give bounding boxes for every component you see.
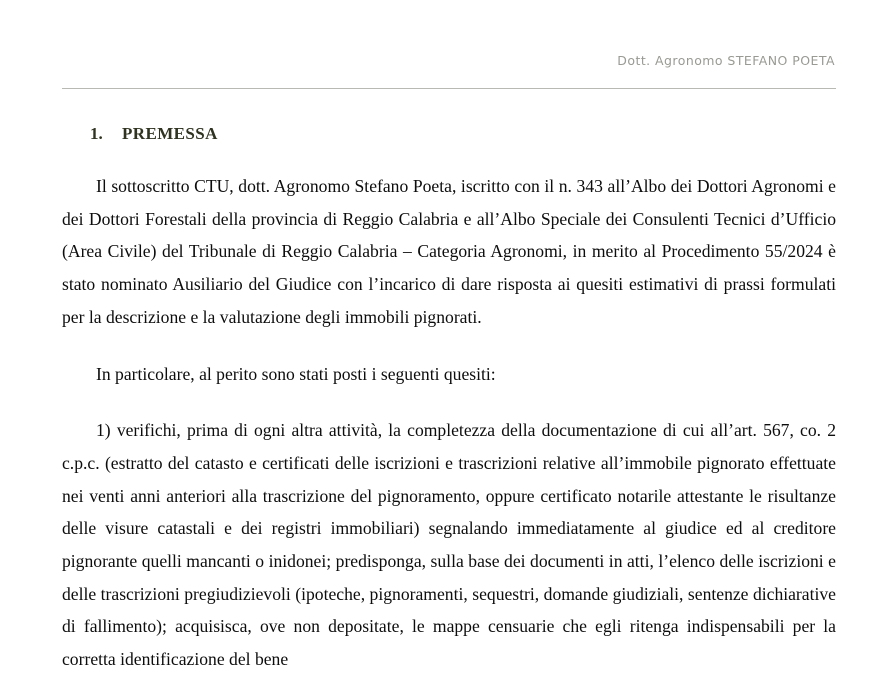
section-title: PREMESSA xyxy=(122,124,218,143)
running-header-text: Dott. Agronomo STEFANO POETA xyxy=(617,53,835,68)
paragraph-quesito-1: 1) verifichi, prima di ogni altra attività, la completezza della documentazione di cui all’art. 567, co. 2 c.p.c. (estratto del catasto e certificati delle iscrizioni e trascrizioni relative all’immobile pignorato effettuate nei venti anni anteriori alla trascrizione del pignoramento, oppure certificato notarile attestante le risultanze delle visure catastali e dei registri immobiliari) segnalando immediatamente al giudice ed al creditore pignorante quelli mancanti o inidonei; predisponga, sulla base dei documenti in atti, l’elenco delle iscrizioni e delle trascrizioni pregiudizievoli (ipoteche, pignoramenti, sequestri, domande giudiziali, sentenze dichiarative di fallimento); acquisisca, ove non depositate, le mappe censuarie che egli ritenga indispensabili per la corretta identificazione del bene xyxy=(62,420,836,670)
paragraph-lead-in: In particolare, al perito sono stati posti i seguenti quesiti: xyxy=(96,363,496,384)
section-heading-premessa xyxy=(62,124,836,144)
section-number: 1. xyxy=(90,124,103,143)
document-body xyxy=(62,112,836,676)
running-header xyxy=(62,52,835,78)
header-divider xyxy=(62,88,836,89)
paragraph-intro: Il sottoscritto CTU, dott. Agronomo Stefano Poeta, iscritto con il n. 343 all’Albo dei Dottori Agronomi e dei Dottori Forestali della provincia di Reggio Calabria e all’Albo Speciale dei Consulenti Tecnici d’Ufficio (Area Civile) del Tribunale di Reggio Calabria – Categoria Agronomi, in merito al Procedimento 55/2024 è stato nominato Ausiliario del Giudice con l’incarico di dare risposta ai quesiti estimativi di prassi formulati per la descrizione e la valutazione degli immobili pignorati. xyxy=(62,176,836,327)
